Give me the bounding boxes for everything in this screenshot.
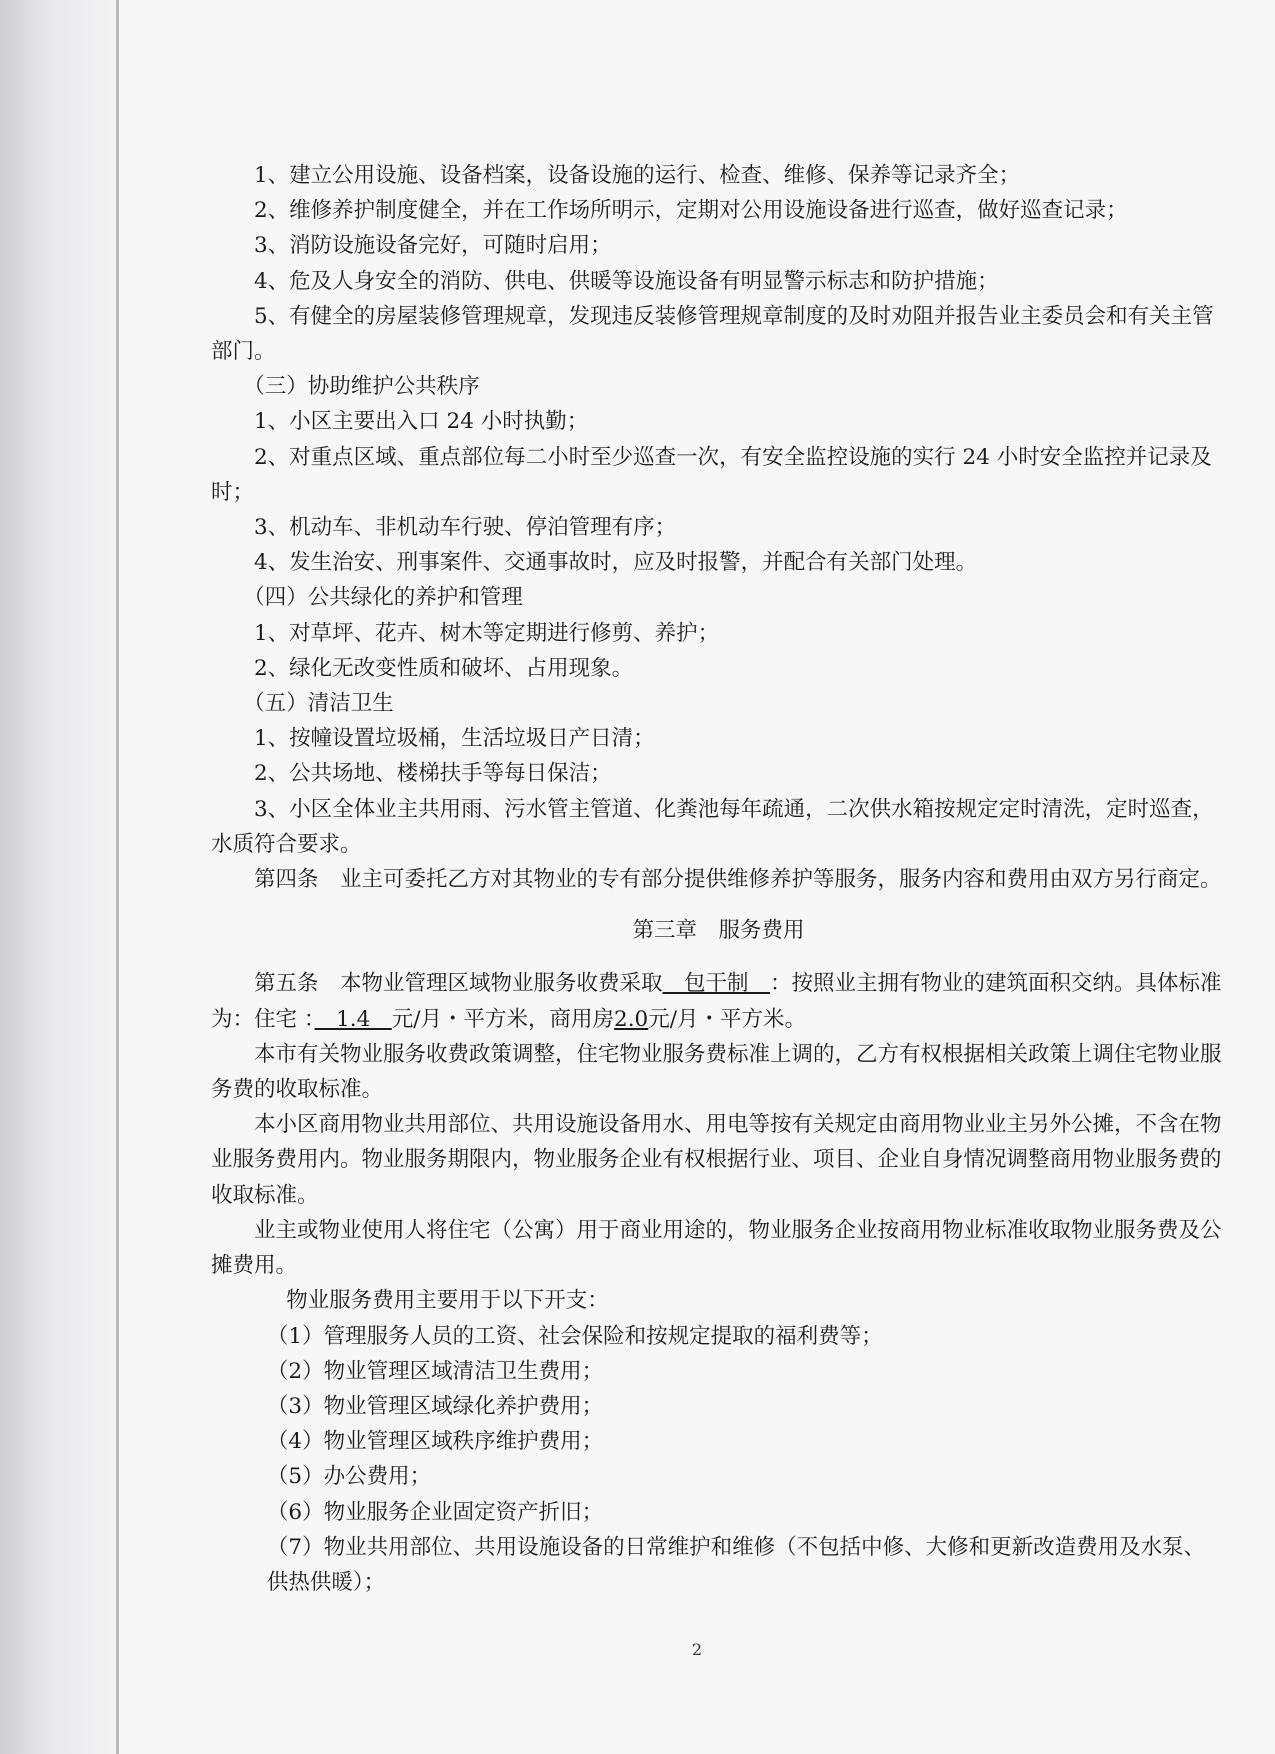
section-heading-4: （四）公共绿化的养护和管理 bbox=[243, 585, 523, 611]
article-4: 第四条 业主可委托乙方对其物业的专有部分提供维修养护等服务，服务内容和费用由双方另行商定。 bbox=[254, 867, 1222, 893]
item-1: 1、建立公用设施、设备档案，设备设施的运行、检查、维修、保养等记录齐全； bbox=[254, 163, 1021, 188]
residential-fee: 1.4 bbox=[314, 1006, 392, 1032]
item-5: 5、有健全的房屋装修管理规章，发现违反装修管理规章制度的及时劝阻并报告业主委员会和有关主管部门。 bbox=[211, 303, 1214, 365]
item-2: 2、维修养护制度健全，并在工作场所明示，定期对公用设施设备进行巡查，做好巡查记录； bbox=[254, 198, 1128, 224]
chapter-heading: 第三章 服务费用 bbox=[632, 918, 805, 944]
item-3-3: 3、机动车、非机动车行驶、停泊管理有序； bbox=[254, 515, 677, 541]
expense-item: （7）物业共用部位、共用设施设备的日常维护和维修（不包括中修、大修和更新改造费用及水泵、供热供暖）； bbox=[266, 1534, 1206, 1595]
book-spine-shadow bbox=[0, 0, 120, 1754]
article-5-suffix: 元/月・平方米。 bbox=[648, 1006, 806, 1032]
policy-paragraph: 本市有关物业服务收费政策调整，住宅物业服务费标准上调的，乙方有权根据相关政策上调住宅物业服务费的收取标准。 bbox=[211, 1041, 1222, 1103]
item-3: 3、消防设施设备完好，可随时启用； bbox=[254, 233, 612, 259]
commercial-fee: 2.0 bbox=[614, 1006, 649, 1032]
expense-item: （4）物业管理区域秩序维护费用； bbox=[266, 1429, 604, 1455]
commercial-paragraph: 本小区商用物业共用部位、共用设施设备用水、用电等按有关规定由商用物业业主另外公摊，不含在物业服务费用内。物业服务期限内，物业服务企业有权根据行业、项目、企业自身情况调整商用物业服务费的收取标准。 bbox=[211, 1112, 1222, 1208]
article-5-mid1: ：按照业主拥有物业的建筑面积交纳。具体标准为：住宅 ： bbox=[211, 971, 1222, 1032]
expense-intro: 物业服务费用主要用于以下开支： bbox=[286, 1288, 609, 1314]
item-5-3: 3、小区全体业主共用雨、污水管主管道、化粪池每年疏通，二次供水箱按规定定时清洗，定时巡查，水质符合要求。 bbox=[211, 796, 1214, 857]
article-5 bbox=[211, 966, 1226, 1036]
expense-item: （1）管理服务人员的工资、社会保险和按规定提取的福利费等； bbox=[266, 1323, 883, 1349]
article-5-prefix: 第五条 本物业管理区域物业服务收费采取 bbox=[254, 971, 663, 997]
item-4: 4、危及人身安全的消防、供电、供暖等设施设备有明显警示标志和防护措施； bbox=[254, 268, 999, 294]
article-5-mid2: 元/月・平方米，商用房 bbox=[391, 1006, 615, 1032]
section-heading-3: （三）协助维护公共秩序 bbox=[243, 374, 480, 400]
item-5-1: 1、按幢设置垃圾桶，生活垃圾日产日清； bbox=[254, 726, 655, 752]
expense-item: （5）办公费用； bbox=[266, 1464, 432, 1490]
expense-item: （2）物业管理区域清洁卫生费用； bbox=[266, 1358, 604, 1384]
fee-method: 包干制 bbox=[662, 971, 771, 997]
expense-item: （6）物业服务企业固定资产折旧； bbox=[266, 1499, 604, 1525]
item-3-1: 1、小区主要出入口 24 小时执勤； bbox=[254, 409, 589, 435]
item-4-1: 1、对草坪、花卉、树木等定期进行修剪、养护； bbox=[254, 620, 720, 646]
section-heading-5: （五）清洁卫生 bbox=[243, 691, 394, 717]
page-body bbox=[211, 158, 1226, 1600]
item-3-4: 4、发生治安、刑事案件、交通事故时，应及时报警，并配合有关部门处理。 bbox=[254, 550, 978, 576]
residential-use-paragraph: 业主或物业使用人将住宅（公寓）用于商业用途的，物业服务企业按商用物业标准收取物业服务费及公摊费用。 bbox=[211, 1217, 1222, 1279]
item-4-2: 2、绿化无改变性质和破坏、占用现象。 bbox=[254, 655, 634, 681]
document-page bbox=[119, 0, 1275, 1754]
item-3-2: 2、对重点区域、重点部位每二小时至少巡查一次，有安全监控设施的实行 24 小时安全监控并记录及时； bbox=[211, 444, 1212, 505]
item-5-2: 2、公共场地、楼梯扶手等每日保洁； bbox=[254, 761, 612, 787]
expense-item: （3）物业管理区域绿化养护费用； bbox=[266, 1393, 604, 1419]
page-number: 2 bbox=[691, 1640, 703, 1659]
